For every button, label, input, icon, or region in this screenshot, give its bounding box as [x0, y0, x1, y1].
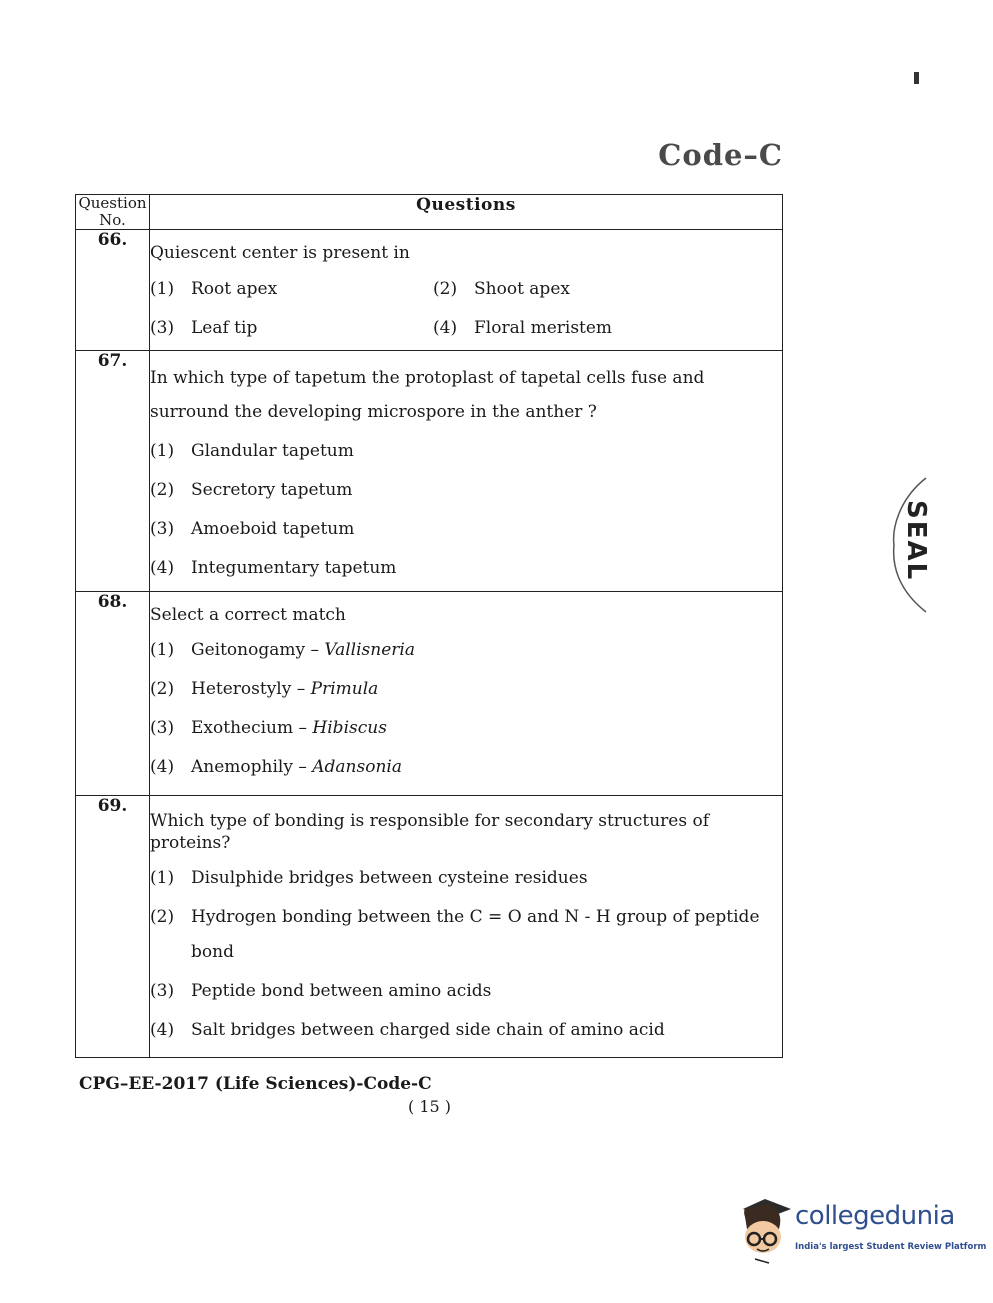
- option-text: Integumentary tapetum: [191, 557, 397, 578]
- logo-brand: collegedunia: [795, 1201, 955, 1231]
- option-number: (1): [150, 639, 175, 660]
- question-body: [150, 592, 783, 796]
- option: [150, 630, 782, 669]
- question-stem: Which type of bonding is responsible for secondary structures of proteins?: [150, 811, 710, 853]
- option-species: Vallisneria: [324, 639, 415, 660]
- option-text: Hydrogen bonding between the C = O and N - H group of peptide: [191, 906, 760, 927]
- option-text: [191, 679, 378, 699]
- option-text: Disulphide bridges between cysteine residues: [191, 867, 588, 888]
- option: [150, 548, 782, 587]
- question-number: 66.: [76, 230, 150, 351]
- option-text: Floral meristem: [474, 317, 613, 338]
- option-species: Adansonia: [312, 756, 402, 777]
- option-number: (3): [150, 981, 175, 1001]
- options-grid: [150, 269, 782, 347]
- question-number-header: Question No.: [76, 195, 150, 230]
- question-body: [150, 796, 783, 1058]
- option-text: [191, 757, 402, 777]
- option-text: Amoeboid tapetum: [191, 518, 355, 539]
- option-text: Leaf tip: [191, 317, 258, 338]
- table-header-row: [76, 195, 783, 230]
- question-stem: In which type of tapetum the protoplast of tapetal cells fuse and surround the developing microspore in the anther ?: [150, 368, 705, 422]
- option-text: Salt bridges between charged side chain of amino acid: [191, 1020, 665, 1040]
- questions-table: [75, 194, 783, 1058]
- option-text: [191, 718, 387, 738]
- question-number: 67.: [76, 351, 150, 592]
- page-number: ( 15 ): [408, 1097, 452, 1116]
- option-number: (2): [150, 906, 175, 927]
- option-text: Shoot apex: [474, 278, 570, 299]
- question-row: [76, 351, 783, 592]
- option-number: (1): [150, 278, 175, 299]
- question-body: [150, 351, 783, 592]
- option-number: (3): [150, 518, 175, 539]
- seal-stamp-icon: [878, 470, 938, 620]
- option-text: Peptide bond between amino acids: [191, 981, 492, 1001]
- option: [150, 269, 433, 308]
- seal-text: SEAL: [901, 500, 931, 582]
- option: [150, 858, 782, 897]
- collegedunia-logo: [735, 1195, 987, 1265]
- option-text: Secretory tapetum: [191, 479, 353, 500]
- option-number: (1): [150, 440, 175, 461]
- option: [150, 747, 782, 786]
- option: [150, 470, 782, 509]
- option: [150, 972, 782, 1011]
- option-term: Anemophily –: [191, 756, 313, 777]
- option: [150, 669, 782, 708]
- student-mascot-icon: [735, 1195, 793, 1265]
- option-species: Primula: [310, 678, 379, 699]
- question-row: [76, 592, 783, 796]
- option-number: (2): [150, 479, 175, 500]
- option-number: (4): [150, 1020, 175, 1040]
- question-row: [76, 796, 783, 1058]
- option-number: (3): [150, 317, 175, 338]
- option-number: (4): [150, 557, 175, 578]
- paper-code-footer: CPG–EE-2017 (Life Sciences)-Code-C: [79, 1074, 432, 1094]
- question-number: 69.: [76, 796, 150, 1058]
- option-text: [191, 640, 415, 660]
- option-term: Geitonogamy –: [191, 639, 325, 660]
- option-text: Root apex: [191, 278, 278, 299]
- option-continuation: bond: [191, 941, 234, 962]
- question-row: [76, 230, 783, 351]
- option-number: (4): [150, 756, 175, 777]
- logo-tagline: India's largest Student Review Platform: [795, 1242, 987, 1252]
- option-number: (3): [150, 717, 175, 738]
- option-text: Glandular tapetum: [191, 440, 354, 461]
- option-species: Hibiscus: [312, 717, 387, 738]
- option: [150, 431, 782, 470]
- option-number: (4): [433, 317, 458, 338]
- question-stem: Select a correct match: [150, 605, 346, 625]
- option-number: (2): [433, 278, 458, 299]
- option: [150, 708, 782, 747]
- option-number: (2): [150, 678, 175, 699]
- option-number: (1): [150, 867, 175, 888]
- option: [433, 269, 782, 308]
- question-stem: Quiescent center is present in: [150, 243, 410, 263]
- page-code-title: Code–C: [658, 138, 783, 172]
- option: [433, 308, 782, 347]
- corner-mark: [914, 72, 919, 84]
- option-term: Heterostyly –: [191, 678, 311, 699]
- option: [150, 509, 782, 548]
- option-term: Exothecium –: [191, 717, 313, 738]
- question-body: [150, 230, 783, 351]
- option: [150, 897, 782, 931]
- questions-header: Questions: [150, 195, 783, 230]
- option: [150, 1011, 782, 1050]
- option: [150, 308, 433, 347]
- question-number: 68.: [76, 592, 150, 796]
